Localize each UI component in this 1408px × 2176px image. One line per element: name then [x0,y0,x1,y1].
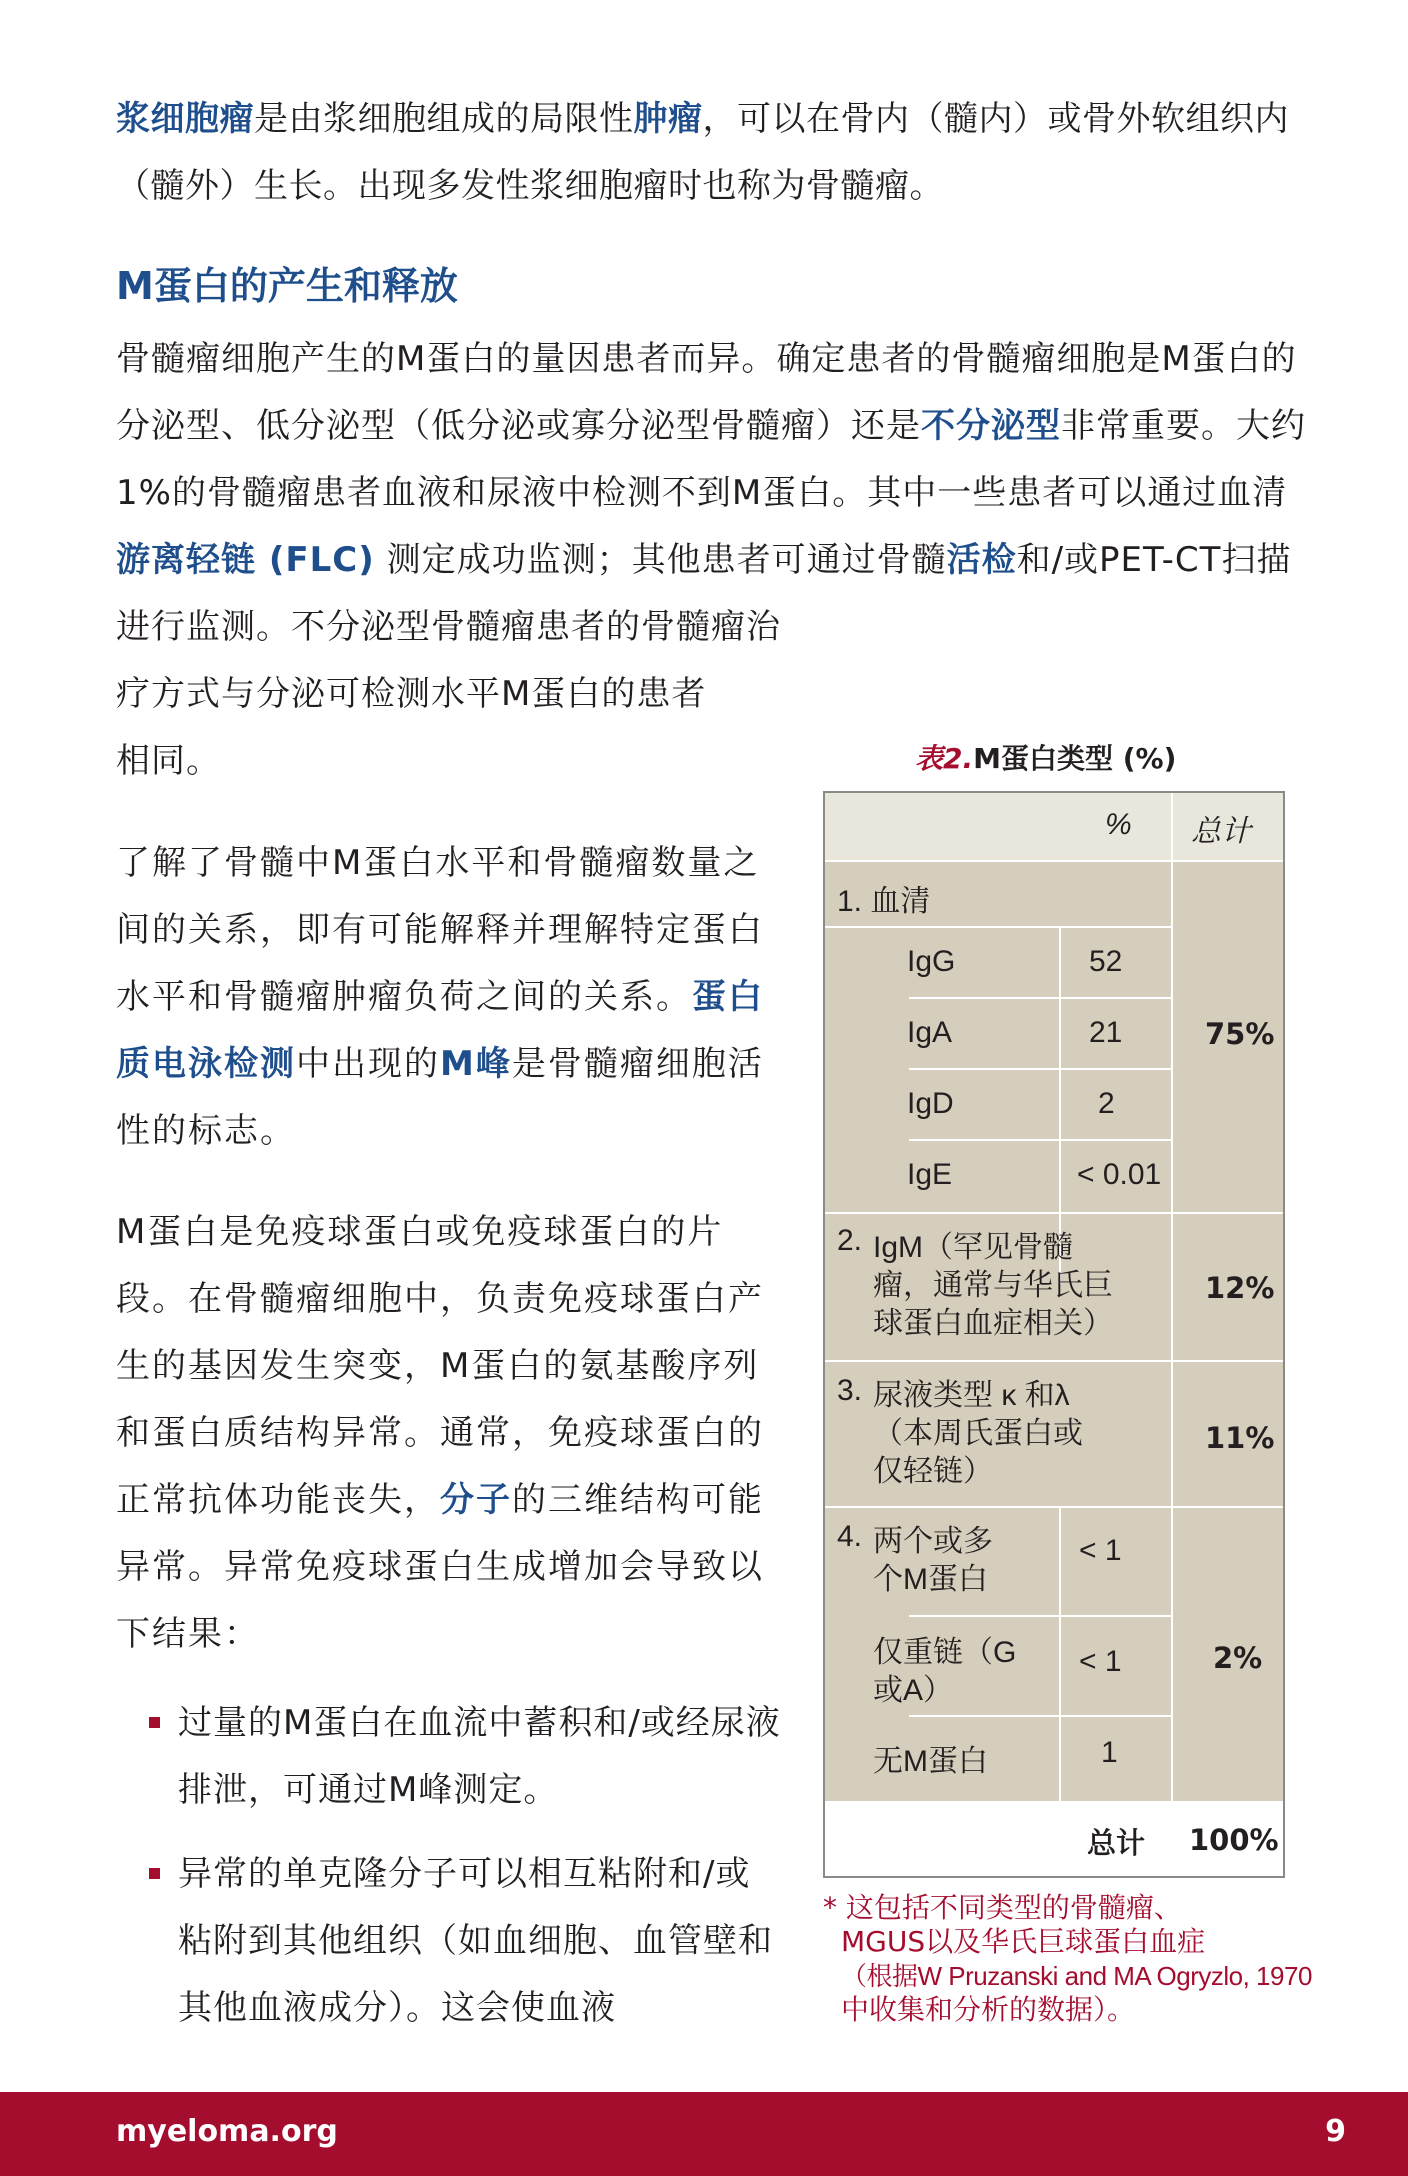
table-sum-label: 总计 [1087,1826,1146,1860]
group-igm-number: 2. [837,1224,863,1257]
bullet-item: 过量的M蛋白在血流中蓄积和/或经尿液排泄，可通过M峰测定。 [152,1690,782,1824]
col-header-total: 总计 [1191,815,1251,848]
paragraph-1: 骨髓瘤细胞产生的M蛋白的量因患者而异。确定患者的骨髓瘤细胞是M蛋白的分泌型、低分泌型（低分泌或寡分泌型骨髓瘤）还是不分泌型非常重要。大约1%的骨髓瘤患者血液和尿液中检测不到M蛋白。其中一些患者可以通过血清游离轻链 (FLC) 测定成功监测；其他患者可通过骨髓活检和/或PET-CT扫描进行监测。不分泌型骨髓瘤患者的骨髓瘤治 疗方式与分泌可检测水平M蛋白的患者 相同。 [116,339,1306,781]
row-igg-name: IgG [907,945,956,978]
heavy-chain-value: < 1 [1079,1645,1122,1678]
heavy-chain-label-line: 仅重链（G [873,1636,1017,1669]
bullet-square-icon [149,1717,160,1728]
group-multi-label-line: 两个或多 [873,1525,993,1558]
term-plasmacytoma[interactable]: 浆细胞瘤 [116,99,254,139]
term-tumor[interactable]: 肿瘤 [633,99,703,139]
group-multi-label-line: 个M蛋白 [873,1563,988,1596]
group-urine-label-line: 仅轻链） [873,1455,993,1488]
page-number: 9 [1325,2114,1346,2149]
row-iga-value: 21 [1089,1016,1123,1049]
group-urine-total: 11% [1205,1421,1275,1455]
heavy-chain-label-line: 或A） [873,1674,954,1707]
table-footnote: * 这包括不同类型的骨髓瘤、 MGUS以及华氏巨球蛋白血症 （根据W Pruzanski and MA Ogryzlo, 1970 中收集和分析的数据）。 [823,1891,1312,2026]
paragraph-2: 了解了骨髓中M蛋白水平和骨髓瘤数量之间的关系，即有可能解释并理解特定蛋白水平和骨髓瘤肿瘤负荷之间的关系。蛋白质电泳检测中出现的M峰是骨髓瘤细胞活性的标志。 [116,843,764,1151]
term-m-spike[interactable]: M峰 [440,1044,512,1084]
group-igm-label-line: 瘤，通常与华氏巨 [873,1269,1113,1302]
group-urine-label-line: 尿液类型 κ 和λ [873,1379,1070,1412]
footer-site-link[interactable]: myeloma.org [116,2114,338,2149]
row-ige-value: < 0.01 [1077,1158,1162,1191]
no-m-protein-value: 1 [1101,1736,1118,1769]
group-multi-total: 2% [1213,1641,1263,1675]
m-protein-table [823,791,1285,1878]
group-multi-number: 4. [837,1520,863,1553]
term-nonsecretory[interactable]: 不分泌型 [921,406,1061,446]
intro-paragraph: 浆细胞瘤是由浆细胞组成的局限性肿瘤，可以在骨内（髓内）或骨外软组织内（髓外）生长。出现多发性浆细胞瘤时也称为骨髓瘤。 [116,99,1289,206]
term-electrophoresis[interactable]: 蛋白质电泳检测 [116,977,764,1084]
table-caption: 表2.M蛋白类型 (%) [915,742,1177,775]
group-igm-total: 12% [1205,1271,1275,1305]
section-heading: M蛋白的产生和释放 [116,264,458,308]
col-header-percent: % [1105,808,1132,841]
term-molecule[interactable]: 分子 [440,1480,512,1520]
bullet-square-icon [149,1868,160,1879]
group-urine-number: 3. [837,1374,863,1407]
group-igm-label-line: IgM（罕见骨髓 [873,1231,1074,1264]
group-urine-label-line: （本周氏蛋白或 [873,1417,1083,1450]
paragraph-3: M蛋白是免疫球蛋白或免疫球蛋白的片段。在骨髓瘤细胞中，负责免疫球蛋白产生的基因发生突变，M蛋白的氨基酸序列和蛋白质结构异常。通常，免疫球蛋白的正常抗体功能丧失，分子的三维结构可能异常。异常免疫球蛋白生成增加会导致以下结果： [116,1212,764,1654]
row-iga-name: IgA [907,1016,953,1049]
bullet-item: 异常的单克隆分子可以相互粘附和/或粘附到其他组织（如血细胞、血管壁和其他血液成分）。这会使血液 [152,1841,782,2042]
group-serum-total: 75% [1205,1017,1275,1051]
row-igg-value: 52 [1089,945,1123,978]
group-multi-value: < 1 [1079,1534,1122,1567]
term-flc[interactable]: 游离轻链 (FLC) [116,540,375,580]
page-footer [0,2092,1408,2176]
row-igd-name: IgD [907,1087,954,1120]
group-igm-label-line: 球蛋白血症相关） [873,1307,1113,1340]
row-igd-value: 2 [1098,1087,1115,1120]
term-biopsy[interactable]: 活检 [946,540,1017,580]
row-ige-name: IgE [907,1158,953,1191]
table-sum-value: 100% [1189,1823,1279,1857]
no-m-protein-label: 无M蛋白 [873,1745,988,1778]
group-serum-label: 1. 血清 [837,885,931,918]
